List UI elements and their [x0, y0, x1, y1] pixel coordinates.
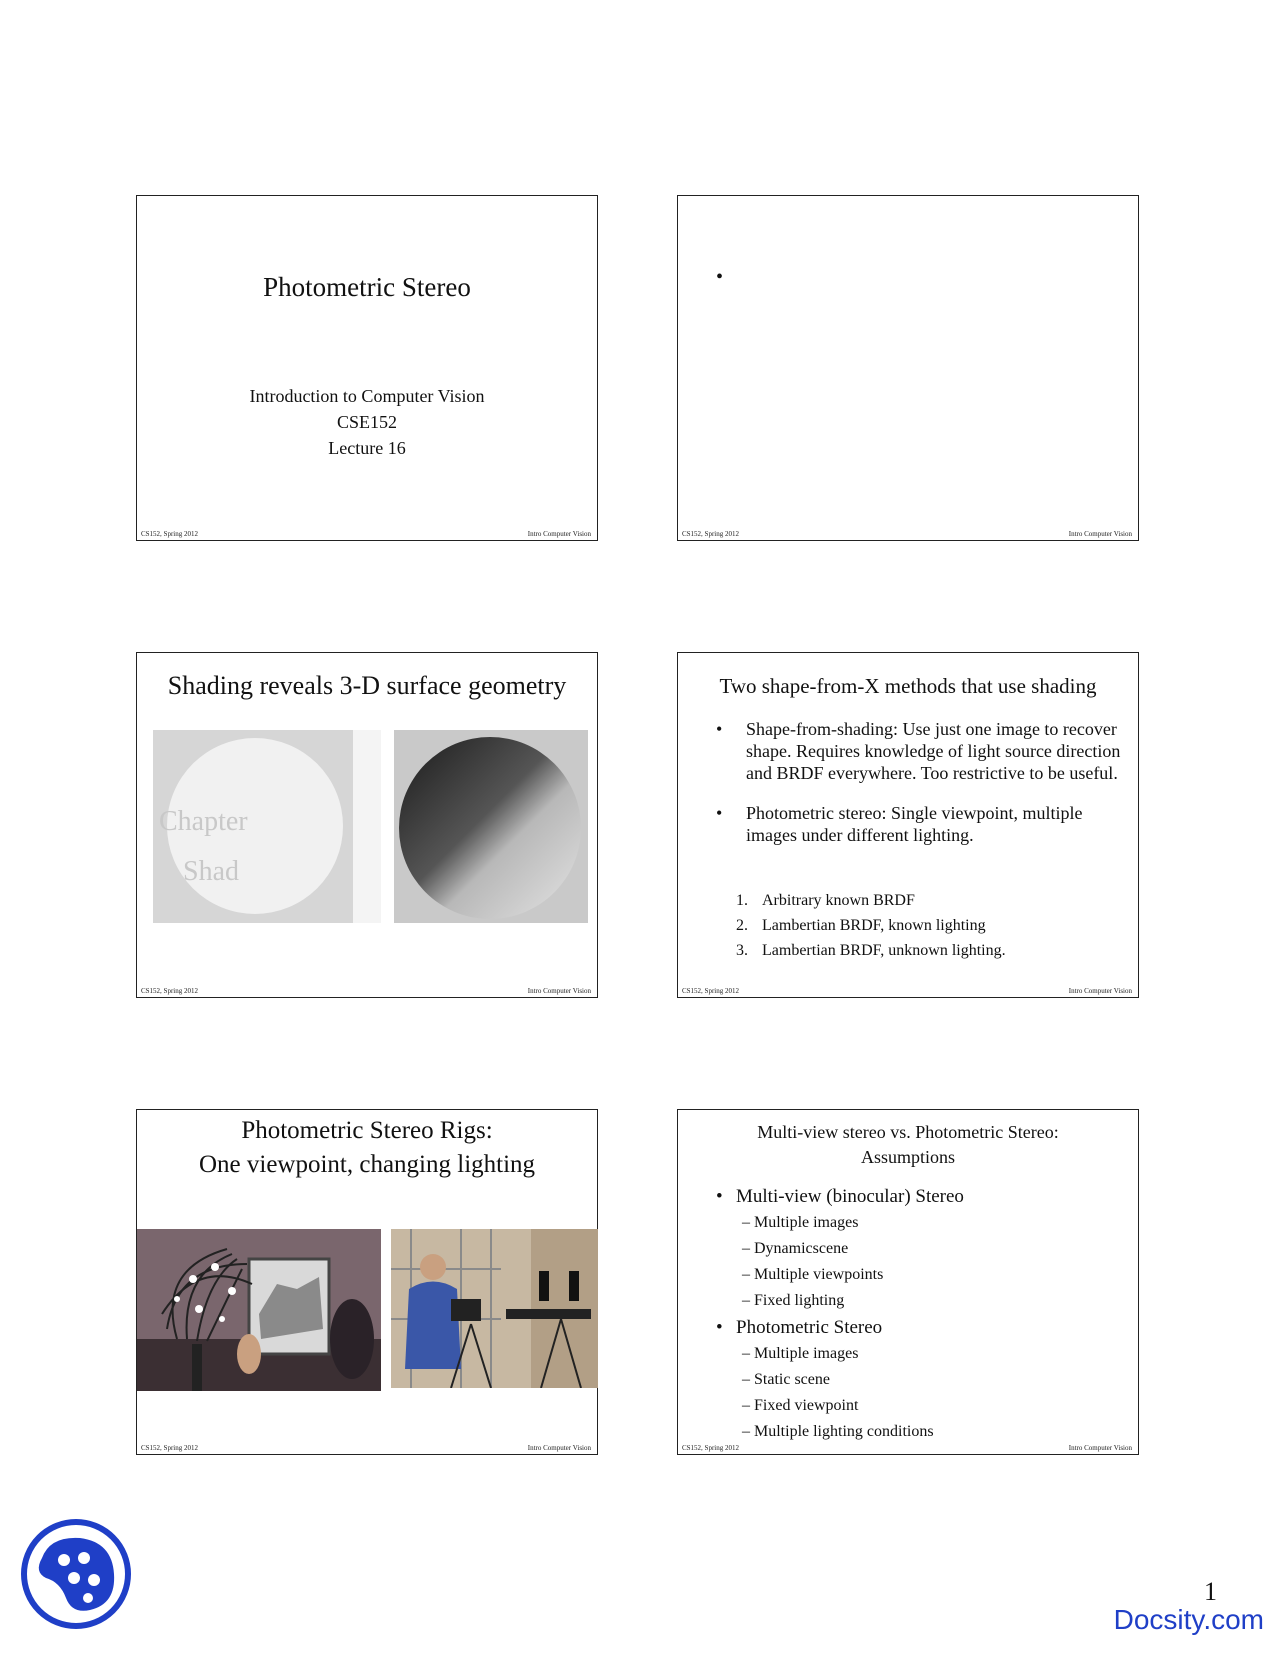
slide-footer-left: CS152, Spring 2012 [141, 987, 198, 995]
list-subitem: – Multiple images [742, 1345, 859, 1362]
slide-3 [136, 652, 598, 998]
slide-title: Photometric Stereo [263, 272, 471, 302]
slide-4 [677, 652, 1139, 998]
docsity-watermark-link[interactable]: Docsity.com [1113, 1604, 1264, 1635]
watermark-text: Chapter [159, 806, 248, 837]
course-name: Introduction to Computer Vision [249, 386, 485, 406]
slide-footer-left: CS152, Spring 2012 [682, 1444, 739, 1452]
list-item: • Photometric Stereo [716, 1317, 883, 1338]
page-number: 1 [1204, 1577, 1217, 1606]
slide-footer-right: Intro Computer Vision [527, 530, 591, 538]
list-item: • Multi-view (binocular) Stereo [716, 1186, 964, 1207]
title-line: Assumptions [860, 1147, 956, 1167]
list-item: • Shape-from-shading: Use just one image to recover shape. Requires knowledge of light source direction and BRDF everywhere. Too restrictive to be useful. [716, 719, 1121, 783]
slide-footer-right: Intro Computer Vision [527, 1444, 591, 1452]
assumptions-list [716, 1183, 964, 1445]
slide-footer-left: CS152, Spring 2012 [682, 987, 739, 995]
list-subitem: – Fixed lighting [742, 1292, 845, 1309]
light-dome-rig-photo [137, 1229, 381, 1391]
numbered-list [736, 888, 1006, 963]
list-subitem: – Dynamicscene [742, 1240, 849, 1257]
image-gap [353, 730, 381, 923]
watermark-text: Shad [183, 856, 239, 887]
slide-footer-left: CS152, Spring 2012 [141, 530, 198, 538]
title-line: Photometric Stereo Rigs: [241, 1117, 493, 1144]
slide-footer-left: CS152, Spring 2012 [682, 530, 739, 538]
slide-title [137, 1114, 597, 1182]
slide-title: Shading reveals 3-D surface geometry [167, 671, 567, 700]
slide-footer-right: Intro Computer Vision [527, 987, 591, 995]
flat-disk-svg [153, 730, 353, 923]
list-subitem: – Static scene [742, 1371, 830, 1388]
slide-2 [677, 195, 1139, 541]
list-subitem: – Multiple viewpoints [742, 1266, 884, 1283]
course-code: CSE152 [336, 412, 397, 432]
camera-rig-photo [391, 1229, 598, 1388]
title-line: One viewpoint, changing lighting [198, 1151, 536, 1178]
list-item: 1. Arbitrary known BRDF [736, 892, 915, 909]
flat-disk-image [153, 730, 353, 923]
list-item: 3. Lambertian BRDF, unknown lighting. [736, 942, 1006, 959]
slide-subtitle [137, 383, 597, 461]
slide-footer-left: CS152, Spring 2012 [141, 1444, 198, 1452]
slide-title: Two shape-from-X methods that use shading [719, 674, 1097, 698]
list-subitem: – Multiple lighting conditions [742, 1423, 934, 1440]
light-dome-rig-svg [137, 1229, 381, 1391]
slide-1 [136, 195, 598, 541]
shaded-sphere-image [394, 730, 588, 923]
list-item: 2. Lambertian BRDF, known lighting [736, 917, 986, 934]
shaded-sphere-svg [394, 730, 588, 923]
bullet-point: • [716, 266, 724, 288]
list-item: • Photometric stereo: Single viewpoint, multiple images under different lighting. [716, 803, 1083, 845]
slide-6 [677, 1109, 1139, 1455]
slide-title [678, 1120, 1138, 1170]
docsity-logo-icon [20, 1518, 132, 1630]
bullet-list [716, 718, 1126, 846]
slide-footer-right: Intro Computer Vision [1068, 530, 1132, 538]
title-line: Multi-view stereo vs. Photometric Stereo: [757, 1122, 1059, 1142]
slide-footer-right: Intro Computer Vision [1068, 987, 1132, 995]
list-subitem: – Multiple images [742, 1214, 859, 1231]
slide-5 [136, 1109, 598, 1455]
slide-footer-right: Intro Computer Vision [1068, 1444, 1132, 1452]
list-subitem: – Fixed viewpoint [742, 1397, 859, 1414]
camera-rig-svg [391, 1229, 598, 1388]
lecture-number: Lecture 16 [328, 438, 406, 458]
